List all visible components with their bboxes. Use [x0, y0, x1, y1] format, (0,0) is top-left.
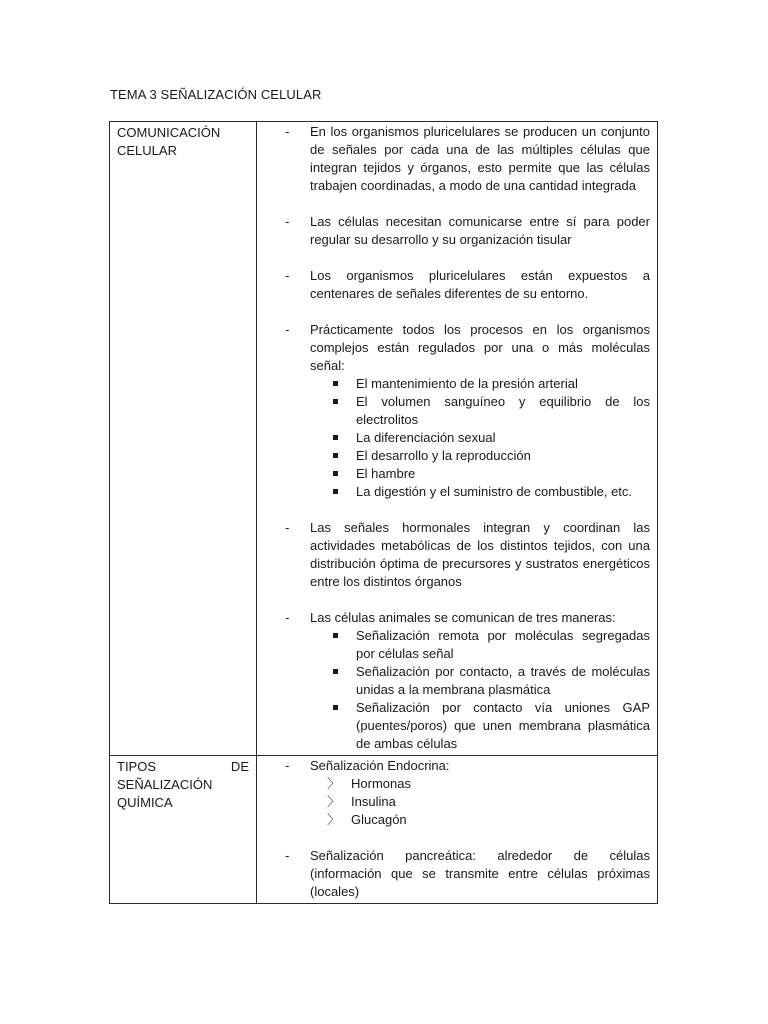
- chevron-right-icon: 〉: [327, 794, 341, 809]
- square-bullet-icon: [333, 435, 338, 440]
- sub-list-item: Señalización por contacto, a través de moléculas unidas a la membrana plasmática: [310, 663, 650, 699]
- dash-bullet: -: [285, 322, 290, 337]
- list-item: [257, 609, 650, 753]
- sub-list-item: La digestión y el suministro de combustible, etc.: [310, 483, 650, 501]
- row-label-line: SEÑALIZACIÓN: [117, 777, 213, 792]
- item-text: Las células animales se comunican de tres maneras:: [310, 610, 616, 625]
- content-table: [109, 121, 658, 904]
- table-row: [110, 756, 658, 904]
- dash-bullet: -: [285, 124, 290, 139]
- item-text: Las células necesitan comunicarse entre sí para poder regular su desarrollo y su organización tisular: [310, 214, 650, 247]
- square-bullet-list: [310, 627, 650, 753]
- list-item: [257, 267, 650, 303]
- sub-list-item: El hambre: [310, 465, 650, 483]
- sub-list-item: El mantenimiento de la presión arterial: [310, 375, 650, 393]
- list-item: [257, 847, 650, 901]
- sub-list-item: 〉 Glucagón: [327, 812, 407, 827]
- row-label-cell: [110, 756, 257, 904]
- item-text: Las señales hormonales integran y coordinan las actividades metabólicas de los distintos tejidos, con una distribución óptima de precursores y sustratos energéticos entre los distintos órganos: [310, 520, 650, 589]
- sub-list-item: La diferenciación sexual: [310, 429, 650, 447]
- table-row: [110, 122, 658, 756]
- dash-bullet: -: [285, 758, 290, 773]
- square-bullet-icon: [333, 399, 338, 404]
- list-item: [257, 321, 650, 501]
- list-item: [257, 123, 650, 195]
- row-label-line: COMUNICACIÓN: [117, 125, 221, 140]
- row-label-line: QUÍMICA: [117, 795, 173, 810]
- item-text: Señalización pancreática: alrededor de células (información que se transmite entre células próximas (locales): [310, 848, 650, 899]
- dash-bullet: -: [285, 610, 290, 625]
- square-bullet-icon: [333, 705, 338, 710]
- row-content-cell: [257, 756, 658, 904]
- sub-list-item: 〉 Insulina: [327, 794, 396, 809]
- square-bullet-icon: [333, 489, 338, 494]
- item-text: Prácticamente todos los procesos en los organismos complejos están regulados por una o más moléculas señal:: [310, 322, 650, 373]
- sub-list-item: El volumen sanguíneo y equilibrio de los electrolitos: [310, 393, 650, 429]
- row-label-line: TIPOS DE: [117, 759, 249, 774]
- square-bullet-icon: [333, 453, 338, 458]
- list-item: [257, 757, 650, 775]
- row-content-cell: [257, 122, 658, 756]
- sub-list-item: El desarrollo y la reproducción: [310, 447, 650, 465]
- dash-bullet: -: [285, 214, 290, 229]
- sub-list-item: Señalización remota por moléculas segregadas por células señal: [310, 627, 650, 663]
- document-title: TEMA 3 SEÑALIZACIÓN CELULAR: [110, 87, 322, 102]
- dash-bullet: -: [285, 848, 290, 863]
- sub-list-item: 〉 Hormonas: [327, 776, 411, 791]
- dash-bullet: -: [285, 268, 290, 283]
- chevron-right-icon: 〉: [327, 776, 341, 791]
- square-bullet-icon: [333, 381, 338, 386]
- sub-list-item: Señalización por contacto vía uniones GAP (puentes/poros) que unen membrana plasmática de ambas células: [310, 699, 650, 753]
- item-text: Los organismos pluricelulares están expuestos a centenares de señales diferentes de su entorno.: [310, 268, 650, 301]
- chevron-right-icon: 〉: [327, 812, 341, 827]
- square-bullet-list: [310, 375, 650, 501]
- dash-bullet: -: [285, 520, 290, 535]
- list-item: [257, 519, 650, 591]
- list-item: [257, 213, 650, 249]
- arrow-bullet-list: [257, 775, 650, 829]
- item-text: En los organismos pluricelulares se producen un conjunto de señales por cada una de las múltiples células que integran tejidos y órganos, esto permite que las células trabajen coordinadas, a modo de una cantidad integrada: [310, 124, 650, 193]
- row-label-cell: [110, 122, 257, 756]
- row-label-line: CELULAR: [117, 143, 177, 158]
- square-bullet-icon: [333, 471, 338, 476]
- item-text: Señalización Endocrina:: [310, 758, 450, 773]
- square-bullet-icon: [333, 633, 338, 638]
- square-bullet-icon: [333, 669, 338, 674]
